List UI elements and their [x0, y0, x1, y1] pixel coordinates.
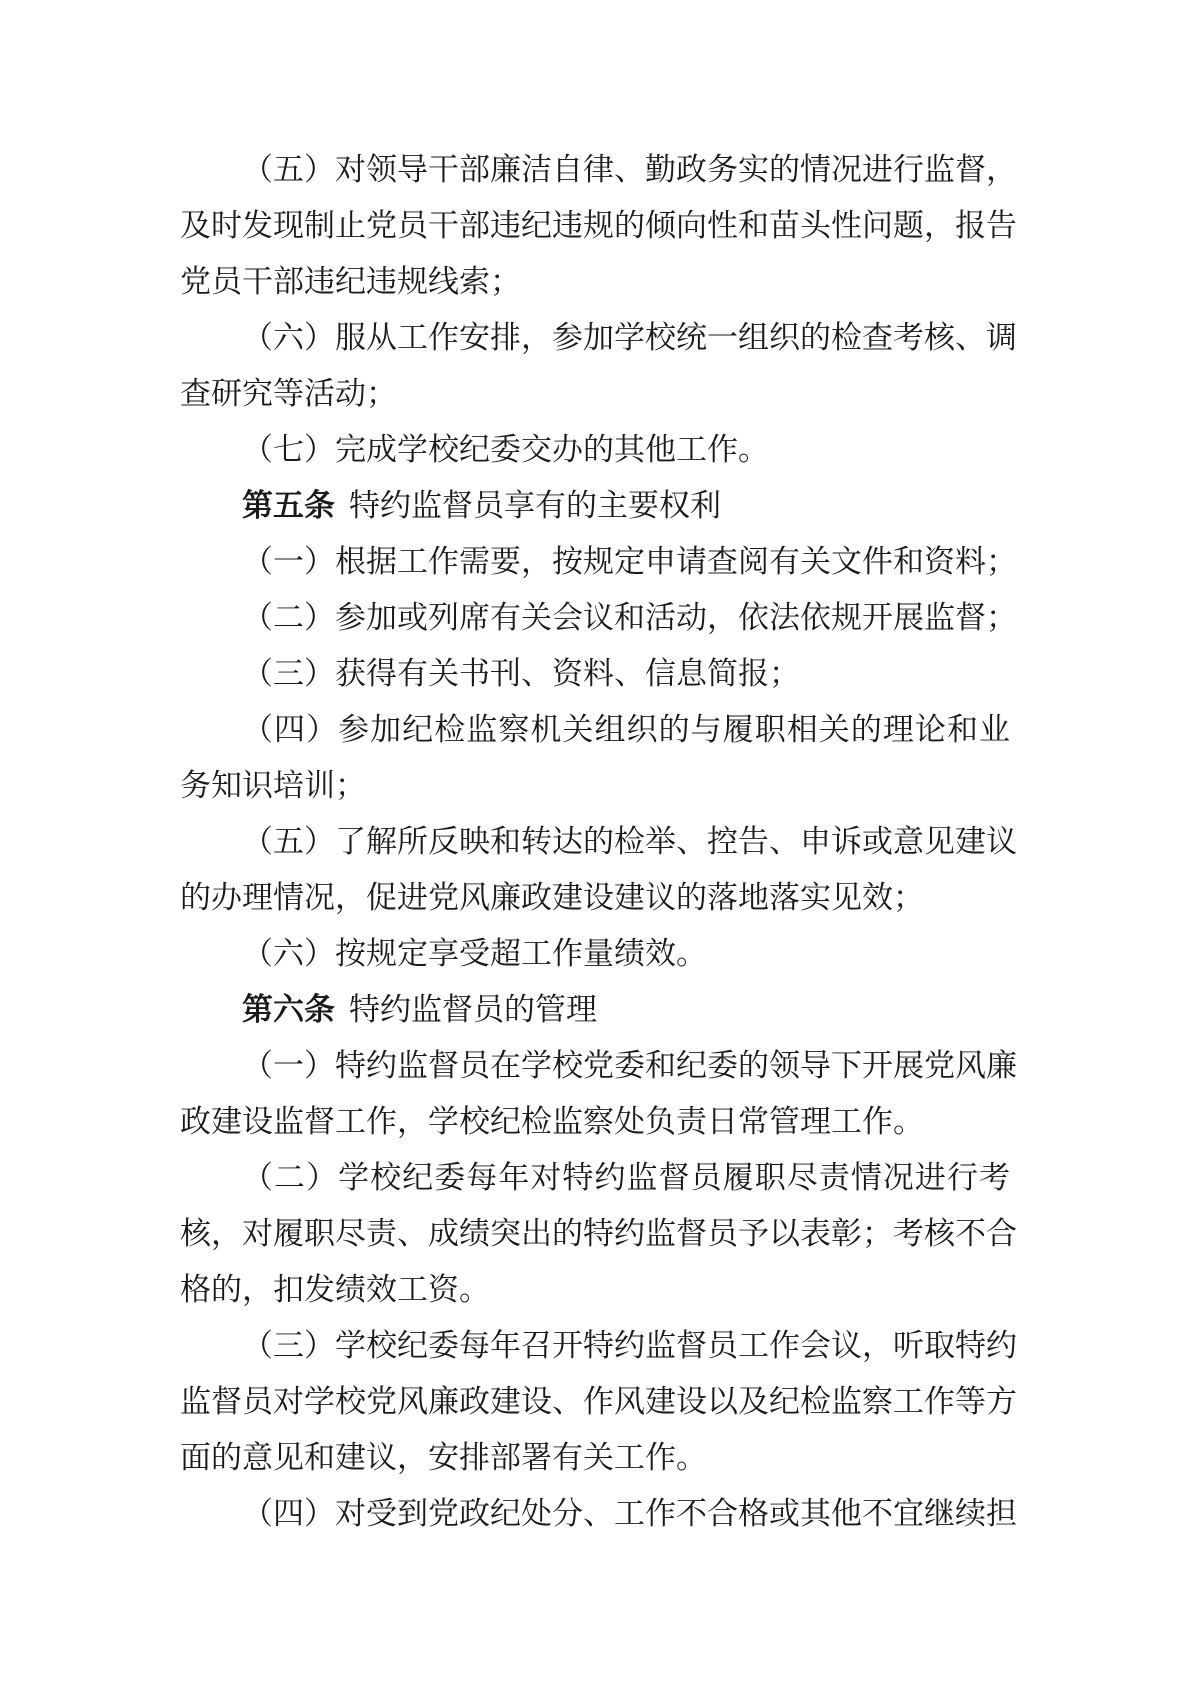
paragraph-line: （六）按规定享受超工作量绩效。 [242, 936, 707, 972]
paragraph-line: 面的意见和建议，安排部署有关工作。 [180, 1440, 707, 1476]
article-heading [180, 486, 1010, 526]
article-title: 特约监督员享有的主要权利 [349, 488, 721, 524]
paragraph-line: 监督员对学校党风廉政建设、作风建设以及纪检监察工作等方 [180, 1384, 1017, 1420]
article-label: 第六条 [242, 992, 335, 1028]
paragraph-line: 格的，扣发绩效工资。 [180, 1272, 490, 1308]
paragraph-line: （六）服从工作安排，参加学校统一组织的检查考核、调 [242, 320, 1017, 356]
paragraph-line: （二）参加或列席有关会议和活动，依法依规开展监督； [242, 600, 1017, 636]
paragraph-line: 党员干部违纪违规线索； [180, 264, 521, 300]
paragraph-line: （二）学校纪委每年对特约监督员履职尽责情况进行考 [242, 1160, 1010, 1196]
paragraph-line: 的办理情况，促进党风廉政建设建议的落地落实见效； [180, 880, 924, 916]
paragraph-line: 核，对履职尽责、成绩突出的特约监督员予以表彰；考核不合 [180, 1216, 1017, 1252]
paragraph-line: （三）学校纪委每年召开特约监督员工作会议，听取特约 [242, 1328, 1017, 1364]
paragraph-line: （四）参加纪检监察机关组织的与履职相关的理论和业 [242, 712, 1010, 748]
article-title: 特约监督员的管理 [349, 992, 597, 1028]
paragraph-line: 查研究等活动； [180, 376, 397, 412]
paragraph-line: （五）了解所反映和转达的检举、控告、申诉或意见建议 [242, 824, 1017, 860]
paragraph-line: （一）特约监督员在学校党委和纪委的领导下开展党风廉 [242, 1048, 1017, 1084]
paragraph-line: 及时发现制止党员干部违纪违规的倾向性和苗头性问题，报告 [180, 208, 1017, 244]
paragraph-line: 务知识培训； [180, 768, 366, 804]
paragraph-line: （四）对受到党政纪处分、工作不合格或其他不宜继续担 [242, 1496, 1017, 1532]
paragraph-line: （三）获得有关书刊、资料、信息简报； [242, 656, 800, 692]
paragraph-line: （一）根据工作需要，按规定申请查阅有关文件和资料； [242, 544, 1017, 580]
article-label: 第五条 [242, 488, 335, 524]
paragraph-line: （五）对领导干部廉洁自律、勤政务实的情况进行监督， [242, 152, 1017, 188]
paragraph-line: （七）完成学校纪委交办的其他工作。 [242, 432, 769, 468]
paragraph-line: 政建设监督工作，学校纪检监察处负责日常管理工作。 [180, 1104, 924, 1140]
article-heading [180, 990, 1010, 1030]
